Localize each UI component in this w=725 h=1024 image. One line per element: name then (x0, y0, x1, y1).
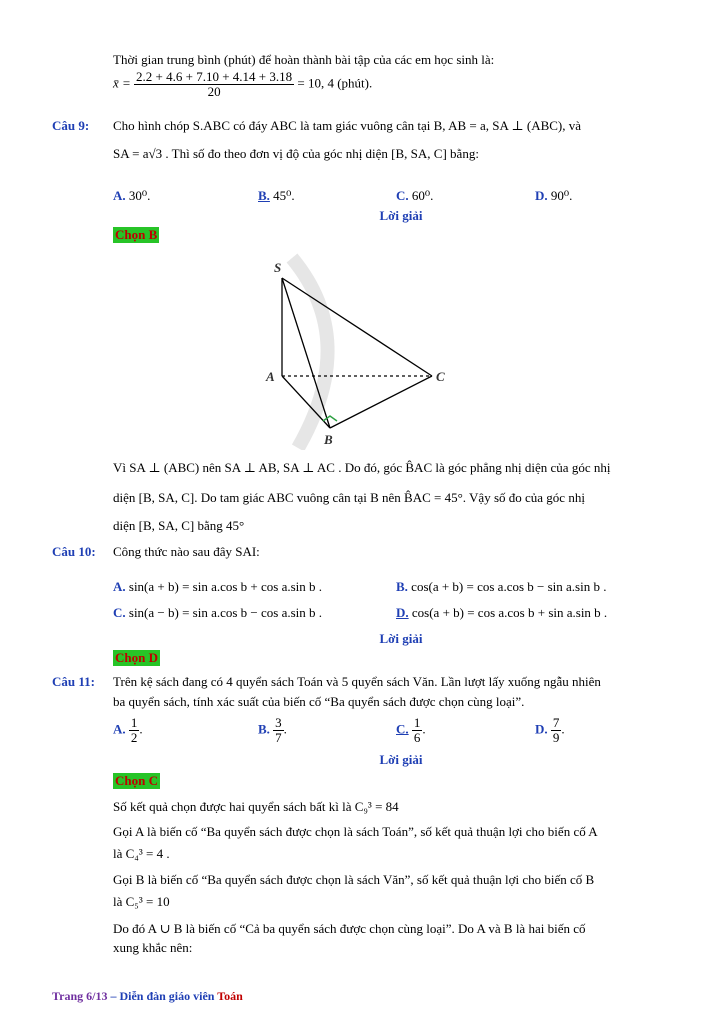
option-letter: C. (396, 188, 409, 203)
q9-explanation-line1: Vì SA ⊥ (ABC) nên SA ⊥ AB, SA ⊥ AC . Do đó, góc B̂AC là góc phẳng nhị diện của góc nhị (113, 460, 611, 475)
question-9-line1: Cho hình chóp S.ABC có đáy ABC là tam giác vuông cân tại B, AB = a, SA ⊥ (ABC), và (113, 118, 582, 133)
option-fraction (412, 715, 426, 745)
fraction-numerator: 7 (552, 715, 560, 730)
page-footer (52, 989, 243, 1004)
option-tail: . (422, 721, 426, 737)
option-fraction (273, 716, 284, 745)
q10-option-b (396, 579, 606, 595)
fraction-denominator: 9 (552, 730, 560, 745)
formula-lhs: x̄ = (113, 75, 131, 91)
q11-option-d (535, 716, 565, 745)
footer-subject: Toán (217, 989, 243, 1003)
question-9-number: Câu 9: (52, 118, 90, 133)
vertex-c-label: C (436, 369, 445, 384)
option-letter: B. (396, 579, 408, 594)
fraction-denominator: 6 (413, 730, 421, 745)
footer-separator: – (107, 989, 120, 1003)
option-fraction (129, 715, 143, 745)
q10-option-a (113, 579, 322, 595)
edge-sc (282, 278, 432, 376)
q11-solution-line2a: Gọi A là biến cố “Ba quyển sách được chọn là sách Toán”, số kết quả thuận lợi cho biến cố A (113, 824, 598, 839)
q9-option-b (258, 188, 295, 204)
fraction-numerator: 1 (413, 715, 421, 730)
option-tail: . (561, 721, 565, 737)
option-letter: D. (535, 721, 548, 737)
intro-line: Thời gian trung bình (phút) để hoàn thành bài tập của các em học sinh là: (113, 52, 495, 67)
question-9-line2: SA = a√3 . Thì số đo theo đơn vị độ của góc nhị diện [B, SA, C] bằng: (113, 146, 479, 161)
q9-option-c (396, 188, 433, 204)
question-11-line1: Trên kệ sách đang có 4 quyển sách Toán và 5 quyển sách Văn. Lần lượt lấy xuống ngẫu nhiên (113, 674, 601, 689)
option-text: cos(a + b) = cos a.cos b − sin a.sin b . (411, 579, 607, 594)
question-10-number: Câu 10: (52, 544, 96, 559)
option-letter: C. (113, 605, 126, 620)
q9-explanation-line3: diện [B, SA, C] bằng 45° (113, 518, 245, 533)
option-text: 30⁰. (128, 188, 151, 203)
formula-numerator: 2.2 + 4.6 + 7.10 + 4.14 + 3.18 (136, 69, 293, 84)
footer-forum-name: Diễn đàn giáo viên (119, 989, 218, 1003)
q11-solution-line2b: là C₄³ = 4 . (113, 846, 170, 861)
question-11-number: Câu 11: (52, 674, 95, 689)
q11-solution-label: Lời giải (379, 752, 423, 767)
vertex-b-label: B (324, 432, 333, 447)
q11-option-a (113, 716, 143, 745)
option-text: 90⁰. (550, 188, 573, 203)
pyramid-figure (250, 250, 460, 450)
option-letter: C. (396, 721, 409, 737)
formula-denominator: 20 (207, 84, 221, 99)
option-letter: D. (535, 188, 548, 203)
q11-solution-line1: Số kết quả chọn được hai quyển sách bất kì là C₉³ = 84 (113, 799, 399, 814)
vertex-s-label: S (274, 260, 282, 275)
fraction-denominator: 7 (275, 730, 282, 745)
option-tail: . (283, 721, 287, 737)
q11-solution-line3b: là C₅³ = 10 (113, 894, 170, 909)
option-text: 45⁰. (273, 188, 295, 203)
q9-option-d (535, 188, 572, 204)
q11-solution-line3a: Gọi B là biến cố “Ba quyển sách được chọn là sách Văn”, số kết quả thuận lợi cho biến cố B (113, 872, 595, 887)
formula-rhs: = 10, 4 (phút). (297, 75, 373, 91)
q10-option-d (396, 605, 607, 621)
q9-option-a (113, 188, 150, 204)
option-letter: A. (113, 721, 126, 737)
q11-option-b (258, 716, 287, 745)
option-text: sin(a − b) = sin a.cos b − cos a.sin b . (128, 605, 323, 620)
mean-formula (113, 70, 372, 99)
q10-solution-label: Lời giải (379, 631, 423, 646)
fraction-numerator: 1 (130, 715, 138, 730)
option-letter: D. (396, 605, 409, 620)
option-letter: A. (113, 579, 126, 594)
option-tail: . (139, 721, 143, 737)
q10-option-c (113, 605, 322, 621)
edge-bc (330, 376, 432, 428)
option-fraction (551, 715, 565, 745)
question-10-text: Công thức nào sau đây SAI: (113, 544, 260, 559)
q11-chosen-answer: Chọn C (115, 773, 158, 788)
q9-solution-label: Lời giải (379, 208, 423, 223)
option-letter: A. (113, 188, 126, 203)
right-angle-mark (323, 416, 337, 421)
option-text: sin(a + b) = sin a.cos b + cos a.sin b . (128, 579, 323, 594)
q11-solution-line4a: Do đó A ∪ B là biến cố “Cả ba quyển sách được chọn cùng loại”. Do A và B là hai biến cố (113, 921, 586, 936)
q10-chosen-answer: Chọn D (115, 650, 158, 665)
option-text: 60⁰. (411, 188, 434, 203)
option-letter: B. (258, 188, 270, 203)
formula-fraction (134, 70, 294, 99)
fraction-denominator: 2 (130, 730, 138, 745)
q11-option-c (396, 716, 426, 745)
option-letter: B. (258, 721, 270, 737)
q9-explanation-line2: diện [B, SA, C]. Do tam giác ABC vuông cân tại B nên B̂AC = 45°. Vậy số đo của góc nhị (113, 490, 585, 505)
q11-solution-line4b: xung khắc nên: (113, 940, 193, 955)
question-11-line2: ba quyển sách, tính xác suất của biến cố “Ba quyển sách được chọn cùng loại”. (113, 694, 525, 709)
footer-page-number: Trang 6/13 (52, 989, 108, 1003)
vertex-a-label: A (266, 369, 275, 384)
q9-chosen-answer: Chọn B (115, 227, 158, 242)
fraction-numerator: 3 (275, 715, 282, 730)
option-text: cos(a + b) = cos a.cos b + sin a.sin b . (411, 605, 608, 620)
